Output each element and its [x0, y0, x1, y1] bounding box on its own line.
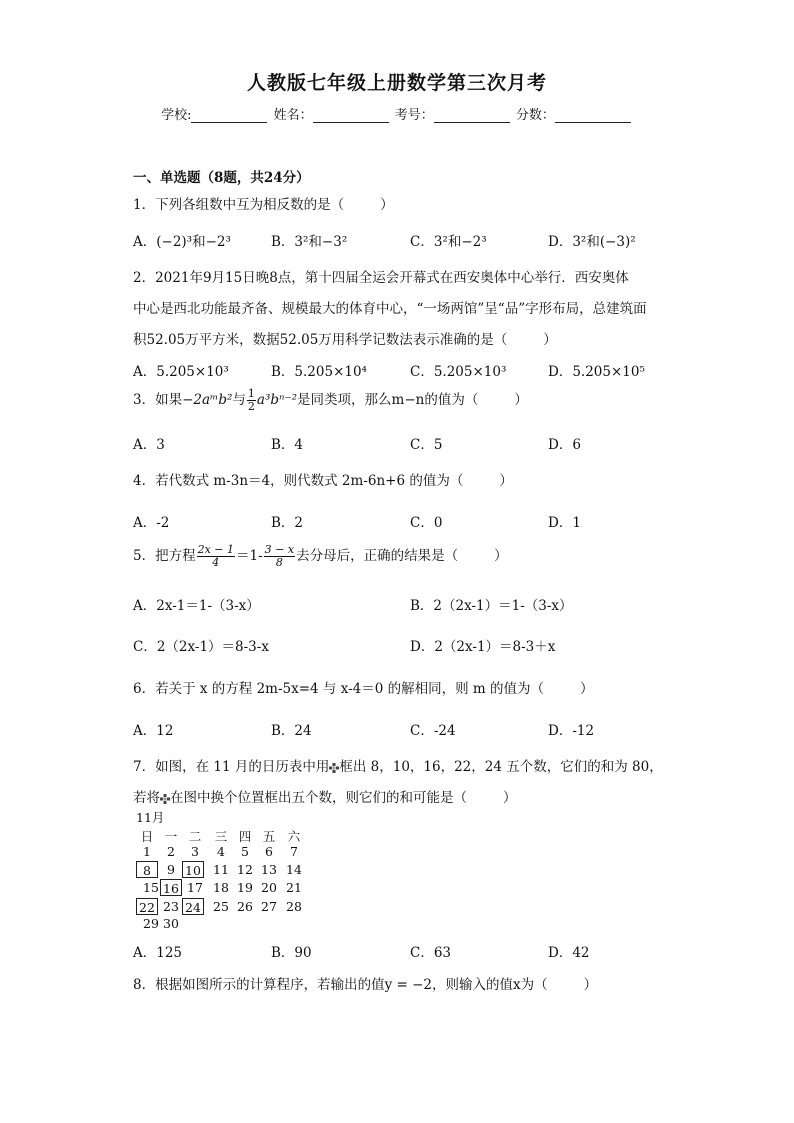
q5-option-c[interactable]: C．2（2x-1）＝8-3-x — [133, 639, 269, 655]
calendar-day-boxed: 10 — [182, 861, 204, 878]
name-blank[interactable] — [313, 108, 389, 123]
q1-option-a[interactable]: A．(−2)³和−2³ — [133, 234, 231, 250]
weekday-thu: 四 — [238, 829, 252, 844]
calendar-day: 9 — [167, 862, 175, 877]
q5-option-a[interactable]: A．2x-1＝1-（3-x） — [133, 598, 260, 614]
calendar-day: 1 — [143, 844, 151, 859]
q2-option-b[interactable]: B．5.205×10⁴ — [271, 364, 367, 380]
q4-option-a[interactable]: A．-2 — [133, 515, 170, 531]
calendar-day: 20 — [261, 880, 277, 895]
name-label: 姓名： — [273, 108, 313, 123]
q7-option-d[interactable]: D．42 — [548, 945, 590, 961]
student-info-line — [0, 104, 794, 123]
calendar-day: 28 — [286, 899, 302, 914]
q3-option-c[interactable]: C．5 — [410, 437, 443, 453]
calendar-day: 4 — [217, 844, 225, 859]
exam-title: 人教版七年级上册数学第三次月考 — [246, 72, 547, 94]
weekday-sat: 六 — [287, 829, 301, 844]
calendar-day: 27 — [261, 899, 277, 914]
calendar-day: 18 — [213, 880, 229, 895]
cross-frame-icon — [160, 794, 170, 804]
question-2-line-3: 积52.05万平方米，数据52.05万用科学记数法表示准确的是（ ） — [133, 332, 557, 348]
calendar-day: 29 — [143, 916, 159, 931]
question-3-stem: 3．如果−2aᵐb²与 $\frac{1}{2}$ a³bⁿ⁻²是同类项，那么m−n的值为（ ） — [133, 387, 528, 413]
score-label: 分数： — [515, 108, 555, 123]
question-8-stem: 8．根据如图所示的计算程序，若输出的值y = −2，则输入的值x为（ ） — [133, 977, 598, 993]
q1-option-b[interactable]: B．3²和−3² — [271, 234, 348, 250]
calendar-day: 12 — [237, 862, 253, 877]
q6-option-d[interactable]: D．-12 — [548, 723, 595, 739]
q6-option-c[interactable]: C．-24 — [410, 723, 456, 739]
exam-number-label: 考号： — [394, 108, 434, 123]
q3-option-d[interactable]: D．6 — [548, 437, 581, 453]
calendar-day: 25 — [213, 899, 229, 914]
school-label: 学校: — [161, 108, 192, 123]
calendar-day: 5 — [241, 844, 249, 859]
q6-option-b[interactable]: B．24 — [271, 723, 312, 739]
calendar-day-boxed: 8 — [136, 861, 158, 878]
calendar-day: 3 — [191, 844, 199, 859]
q2-option-a[interactable]: A．5.205×10³ — [133, 364, 229, 380]
q3-term-1: −2aᵐb² — [182, 392, 233, 408]
q5-option-d[interactable]: D．2（2x-1）＝8-3＋x — [410, 639, 556, 655]
q1-option-d[interactable]: D．3²和(−3)² — [548, 234, 636, 250]
weekday-fri: 五 — [262, 829, 276, 844]
section-heading: 一、单选题（8题，共24分） — [133, 170, 310, 186]
question-4-stem: 4．若代数式 m-3n＝4，则代数式 2m-6n+6 的值为（ ） — [133, 473, 513, 489]
calendar-day-boxed: 16 — [160, 879, 182, 896]
weekday-tue: 二 — [188, 829, 202, 844]
q4-option-b[interactable]: B．2 — [271, 515, 304, 531]
weekday-sun: 日 — [140, 829, 154, 844]
q6-option-a[interactable]: A．12 — [133, 723, 174, 739]
q4-option-d[interactable]: D．1 — [548, 515, 581, 531]
calendar-day-boxed: 24 — [182, 898, 204, 915]
question-2-line-1: 2．2021年9月15日晚8点，第十四届全运会开幕式在西安奥体中心举行．西安奥体 — [133, 270, 629, 286]
calendar-day: 26 — [237, 899, 253, 914]
school-blank[interactable] — [191, 108, 267, 123]
q5-fraction-1: $\frac{2x - 1}{4}$ — [197, 543, 235, 569]
calendar-month: 11月 — [136, 810, 165, 825]
calendar-day: 13 — [261, 862, 277, 877]
calendar-day-boxed: 22 — [136, 898, 158, 915]
q2-option-d[interactable]: D．5.205×10⁵ — [548, 364, 645, 380]
question-7-line-1: 7．如图，在 11 月的日历表中用 框出 8，10，16，22，24 五个数，它们的和为 80， — [133, 759, 663, 775]
calendar-day: 19 — [237, 880, 253, 895]
weekday-mon: 一 — [164, 829, 178, 844]
calendar-day: 30 — [163, 916, 179, 931]
calendar-day: 17 — [187, 880, 203, 895]
calendar-day: 15 — [143, 880, 159, 895]
q7-option-b[interactable]: B．90 — [271, 945, 312, 961]
q5-fraction-2: $\frac{3 - x}{8}$ — [264, 543, 295, 569]
q1-option-c[interactable]: C．3²和−2³ — [410, 234, 487, 250]
calendar-day: 6 — [265, 844, 273, 859]
question-5-stem: 5．把方程 $\frac{2x - 1}{4}$ ＝1- $\frac{3 - x}{8}$ 去分母后，正确的结果是（ ） — [133, 543, 508, 569]
q2-option-c[interactable]: C．5.205×10³ — [410, 364, 507, 380]
calendar-day: 11 — [213, 862, 229, 877]
question-2-line-2: 中心是西北功能最齐备、规模最大的体育中心，“一场两馆”呈“品”字形布局，总建筑面 — [133, 301, 647, 317]
question-1-stem: 1．下列各组数中互为相反数的是（ ） — [133, 197, 394, 213]
score-blank[interactable] — [555, 108, 631, 123]
cross-frame-icon — [329, 763, 339, 773]
q7-option-c[interactable]: C．63 — [410, 945, 452, 961]
calendar-day: 14 — [286, 862, 302, 877]
q5-option-b[interactable]: B．2（2x-1）＝1-（3-x） — [410, 598, 573, 614]
question-7-line-2: 若将 在图中换个位置框出五个数，则它们的和可能是（ ） — [133, 790, 517, 806]
q3-fraction: $\frac{1}{2}$ — [247, 387, 255, 413]
calendar-day: 23 — [163, 899, 179, 914]
calendar-day: 7 — [290, 844, 298, 859]
weekday-wed: 三 — [214, 829, 228, 844]
q7-option-a[interactable]: A．125 — [133, 945, 183, 961]
question-6-stem: 6．若关于 x 的方程 2m-5x=4 与 x-4＝0 的解相同，则 m 的值为（ ） — [133, 681, 594, 697]
calendar-day: 2 — [167, 844, 175, 859]
q4-option-c[interactable]: C．0 — [410, 515, 443, 531]
calendar-day: 21 — [286, 880, 302, 895]
q3-option-a[interactable]: A．3 — [133, 437, 165, 453]
q3-term-2: a³bⁿ⁻² — [256, 392, 298, 408]
q3-option-b[interactable]: B．4 — [271, 437, 304, 453]
exam-number-blank[interactable] — [434, 108, 510, 123]
